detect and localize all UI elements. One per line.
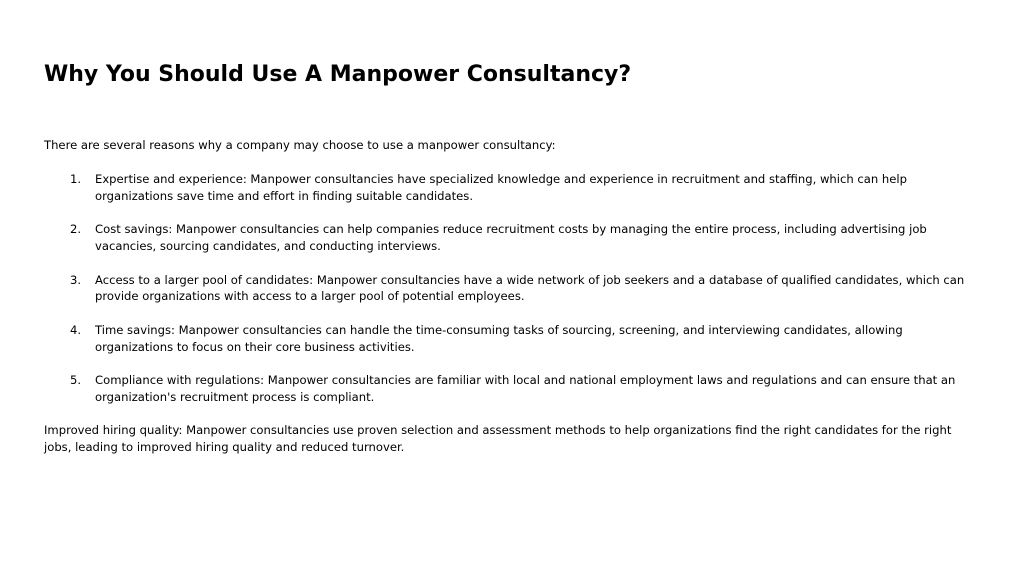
closing-paragraph: Improved hiring quality: Manpower consultancies use proven selection and assessment methods to help organizations find the right candidates for the right jobs, leading to improved hiring quality and reduced turnover. (44, 422, 952, 454)
list-item (44, 221, 984, 255)
list-item-text: Cost savings: Manpower consultancies can help companies reduce recruitment costs by managing the entire process, including advertising job vacancies, sourcing candidates, and conducting interviews. (95, 222, 927, 253)
list-item (44, 372, 984, 406)
slide-title: Why You Should Use A Manpower Consultancy? (44, 62, 632, 87)
intro-paragraph: There are several reasons why a company may choose to use a manpower consultancy: (44, 138, 556, 152)
list-item-number: 1. (70, 171, 82, 186)
list-item-number: 2. (70, 222, 82, 237)
list-item (44, 171, 984, 205)
list-item-text: Expertise and experience: Manpower consultancies have specialized knowledge and experience in recruitment and staffing, which can help organizations save time and effort in finding suitable candidates. (95, 171, 907, 203)
list-item-number: 3. (70, 272, 82, 287)
list-item-number: 4. (70, 322, 82, 337)
list-item-text: Access to a larger pool of candidates: Manpower consultancies have a wide network of job seekers and a database of qualified candidates, which can provide organizations with access to a larger pool of potential employees. (95, 272, 965, 304)
list-item-text: Compliance with regulations: Manpower consultancies are familiar with local and national employment laws and regulations and can ensure that an organization's recruitment process is compliant. (95, 373, 956, 405)
list-item (44, 322, 984, 356)
list-item-text: Time savings: Manpower consultancies can handle the time-consuming tasks of sourcing, screening, and interviewing candidates, allowing organizations to focus on their core business activities. (95, 322, 903, 354)
slide-body (44, 137, 984, 456)
reasons-list (44, 171, 984, 406)
list-item (44, 272, 984, 306)
list-item-number: 5. (70, 373, 82, 388)
